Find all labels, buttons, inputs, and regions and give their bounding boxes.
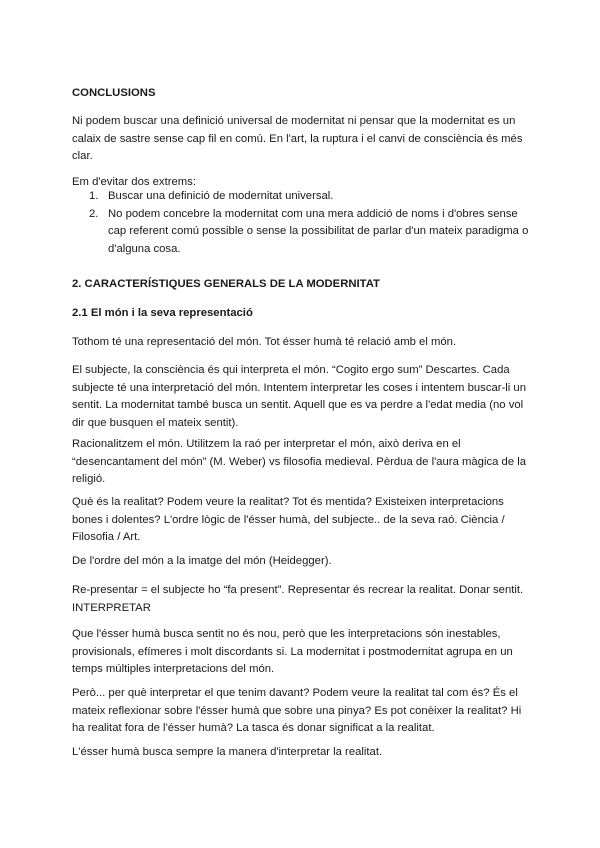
paragraph: Què és la realitat? Podem veure la realitat? Tot és mentida? Existeixen interpretacions bones i dolentes? L'ordre lògic de l'ésser humà, del subjecte.. de la seva raó. Ciència / Filosofia / Art. bbox=[72, 496, 505, 543]
section-2-heading: 2. CARACTERÍSTIQUES GENERALS DE LA MODERNITAT bbox=[72, 278, 380, 290]
list-item-text: Buscar una definició de modernitat universal. bbox=[108, 190, 334, 202]
conclusions-paragraph-2: Em d'evitar dos extrems: bbox=[72, 176, 196, 188]
list-item-number: 2. bbox=[89, 207, 99, 220]
paragraph: De l'ordre del món a la imatge del món (Heidegger). bbox=[72, 555, 332, 567]
list-item bbox=[72, 188, 534, 206]
list-item-number: 1. bbox=[89, 190, 99, 202]
paragraph: El subjecte, la consciència és qui interpreta el món. “Cogito ergo sum” Descartes. Cada subjecte té una interpretació del món. Intentem interpretar les coses i intentem buscar-li un sentit. La modernitat també busca un sentit. Aquell que es va perdre a l'edat media (no vol dir que busquen el mateix sentit). bbox=[72, 364, 526, 429]
conclusions-paragraph-1: Ni podem buscar una definició universal de modernitat ni pensar que la modernitat es un calaix de sastre sense cap fil en comú. En l'art, la ruptura i el canvi de consciència és més clar. bbox=[72, 115, 523, 162]
section-2-1-subheading: 2.1 El món i la seva representació bbox=[72, 307, 253, 319]
paragraph: Però... per què interpretar el que tenim davant? Podem veure la realitat tal com és? És el mateix reflexionar sobre l'ésser humà que sobre una pinya? Es pot conèixer la realitat? Hi ha realitat fora de l'ésser humà? La tasca és donar significat a la realitat. bbox=[72, 687, 522, 734]
paragraph: Re-presentar = el subjecte ho “fa present”. Representar és recrear la realitat. Donar sentit. INTERPRETAR bbox=[72, 584, 524, 614]
paragraph: Tothom té una representació del món. Tot ésser humà té relació amb el món. bbox=[72, 336, 457, 348]
paragraph: L'ésser humà busca sempre la manera d'interpretar la realitat. bbox=[72, 746, 383, 758]
paragraph: Racionalitzem el món. Utilitzem la raó per interpretar el món, això deriva en el “desencantament del món” (M. Weber) vs filosofia medieval. Pèrdua de l'aura màgica de la religió. bbox=[72, 438, 527, 485]
paragraph: Que l'ésser humà busca sentit no és nou, però que les interpretacions són inestables, provisionals, efímeres i molt discordants si. La modernitat i postmodernitat agrupa en un temps múltiples interpretacions del món. bbox=[72, 628, 513, 675]
list-item bbox=[72, 206, 534, 259]
extremes-list bbox=[72, 188, 534, 258]
conclusions-heading: CONCLUSIONS bbox=[72, 87, 156, 99]
list-item-text: No podem concebre la modernitat com una mera addició de noms i d'obres sense cap referent comú possible o sense la possibilitat de parlar d'un mateix paradigma o d'alguna cosa. bbox=[108, 207, 529, 255]
